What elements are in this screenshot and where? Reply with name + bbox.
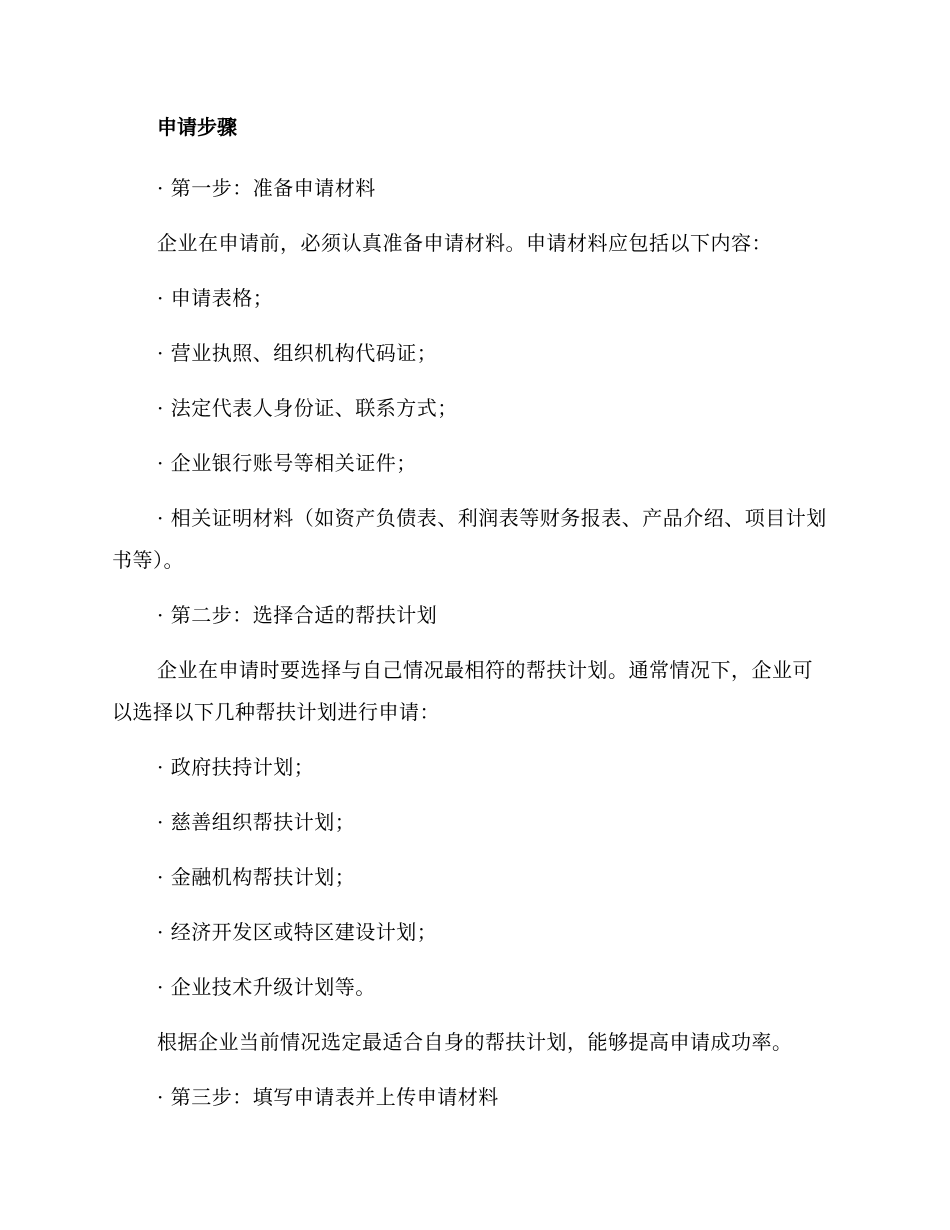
list-item: · 经济开发区或特区建设计划； [157,920,438,944]
step-three-title: · 第三步：填写申请表并上传申请材料 [157,1085,499,1109]
step-one-intro: 企业在申请前，必须认真准备申请材料。申请材料应包括以下内容： [157,231,772,255]
step-two-intro: 企业在申请时要选择与自己情况最相符的帮扶计划。通常情况下，企业可以选择以下几种帮扶计划进行申请： [112,658,813,724]
list-item: · 法定代表人身份证、联系方式； [157,396,458,420]
list-item: · 相关证明材料（如资产负债表、利润表等财务报表、产品介绍、项目计划书等）。 [112,506,827,572]
list-item: · 企业银行账号等相关证件； [157,451,417,475]
list-item: · 政府扶持计划； [157,755,315,779]
list-item: · 营业执照、组织机构代码证； [157,341,438,365]
step-two-title: · 第二步：选择合适的帮扶计划 [157,603,438,627]
list-item: · 金融机构帮扶计划； [157,865,356,889]
list-item: · 慈善组织帮扶计划； [157,810,356,834]
step-one-title: · 第一步：准备申请材料 [157,176,376,200]
list-item: · 企业技术升级计划等。 [157,975,376,999]
summary-paragraph: 根据企业当前情况选定最适合自身的帮扶计划，能够提高申请成功率。 [157,1030,793,1054]
list-item: · 申请表格； [157,286,274,310]
document-body [112,112,828,1131]
section-heading: 申请步骤 [157,115,237,139]
